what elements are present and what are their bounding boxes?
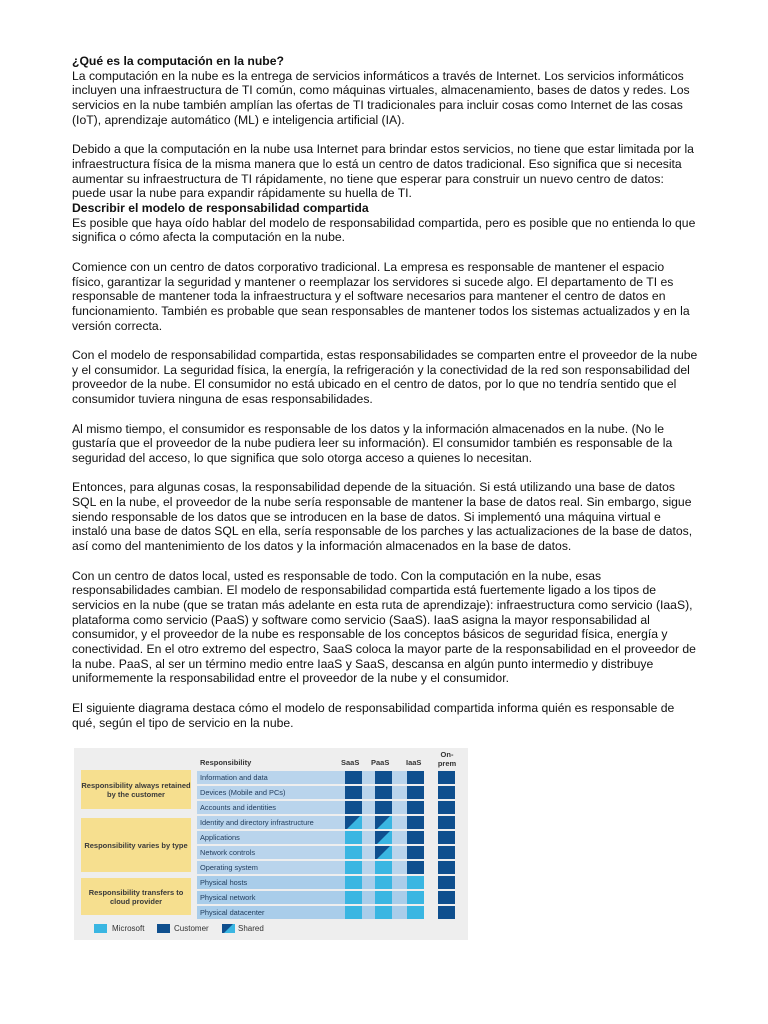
diagram-row-label: Operating system bbox=[197, 861, 411, 874]
diagram-cell-customer bbox=[345, 786, 362, 799]
legend-customer: Customer bbox=[174, 924, 209, 933]
paragraph-2: Debido a que la computación en la nube usa Internet para brindar estos servicios, no tiene que estar limitada por la infraestructura física de la misma manera que lo está un centro de datos tradicional. Eso significa que si necesita aumentar su infraestructura de TI rápidamente, no tiene que esperar para construir un nuevo centro de datos: puede usar la nube para expandir rápidamente su huella de TI. bbox=[72, 142, 694, 201]
group-transfers-provider: Responsibility transfers to cloud provider bbox=[81, 878, 191, 915]
diagram-cell-customer bbox=[438, 891, 455, 904]
diagram-cell-microsoft bbox=[345, 906, 362, 919]
diagram-cell-shared bbox=[375, 816, 392, 829]
diagram-cell-customer bbox=[407, 816, 424, 829]
diagram-cell-customer bbox=[438, 861, 455, 874]
group-always-customer: Responsibility always retained by the customer bbox=[81, 770, 191, 809]
diagram-cell-customer bbox=[407, 861, 424, 874]
paragraph-3: Es posible que haya oído hablar del modelo de responsabilidad compartida, pero es posible que no entienda lo que significa o cómo afecta la computación en la nube. bbox=[72, 215, 696, 245]
diagram-cell-customer bbox=[407, 786, 424, 799]
diagram-row-label: Devices (Mobile and PCs) bbox=[197, 786, 411, 799]
diagram-cell-customer bbox=[438, 906, 455, 919]
heading-shared-responsibility: Describir el modelo de responsabilidad compartida bbox=[72, 201, 369, 216]
diagram-cell-microsoft bbox=[407, 891, 424, 904]
diagram-header-responsibility: Responsibility bbox=[200, 758, 252, 767]
diagram-cell-customer bbox=[438, 771, 455, 784]
diagram-cell-customer bbox=[345, 771, 362, 784]
diagram-cell-shared bbox=[375, 831, 392, 844]
diagram-row-label: Physical hosts bbox=[197, 876, 411, 889]
diagram-cell-microsoft bbox=[345, 891, 362, 904]
diagram-row-label: Accounts and identities bbox=[197, 801, 411, 814]
diagram-col-iaas: IaaS bbox=[406, 758, 422, 767]
diagram-col-paas: PaaS bbox=[371, 758, 390, 767]
diagram-cell-customer bbox=[438, 846, 455, 859]
diagram-cell-microsoft bbox=[345, 846, 362, 859]
diagram-row-label: Information and data bbox=[197, 771, 411, 784]
diagram-row-label: Applications bbox=[197, 831, 411, 844]
diagram-cell-customer bbox=[438, 801, 455, 814]
diagram-row-label: Physical datacenter bbox=[197, 906, 411, 919]
diagram-cell-customer bbox=[438, 876, 455, 889]
diagram-cell-customer bbox=[407, 801, 424, 814]
group-varies-by-type: Responsibility varies by type bbox=[81, 818, 191, 872]
legend-customer-swatch bbox=[157, 924, 170, 933]
diagram-row-label: Physical network bbox=[197, 891, 411, 904]
diagram-col-saas: SaaS bbox=[341, 758, 360, 767]
heading-what-is-cloud: ¿Qué es la computación en la nube? bbox=[72, 54, 284, 68]
diagram-cell-microsoft bbox=[407, 876, 424, 889]
diagram-cell-customer bbox=[438, 786, 455, 799]
paragraph-5: Con el modelo de responsabilidad compartida, estas responsabilidades se comparten entre el proveedor de la nube y el consumidor. La seguridad física, la energía, la refrigeración y la conectividad de la red son responsabilidad del proveedor de la nube. El consumidor no está ubicado en el centro de datos, por lo que no tendría sentido que el consumidor tuviera ninguna de esas responsabilidades. bbox=[72, 348, 698, 407]
paragraph-1: La computación en la nube es la entrega de servicios informáticos a través de Internet. Los servicios informáticos incluyen una infraestructura de TI común, como máquinas virtuales, almacenamiento, bases de datos y redes. Los servicios en la nube también amplían las ofertas de TI tradicionales para incluir cosas como Internet de las cosas (IoT), aprendizaje automático (ML) e inteligencia artificial (IA). bbox=[72, 68, 690, 127]
diagram-cell-microsoft bbox=[345, 861, 362, 874]
diagram-cell-microsoft bbox=[375, 906, 392, 919]
paragraph-6: Al mismo tiempo, el consumidor es responsable de los datos y la información almacenados en la nube. (No le gustaría que el proveedor de la nube pudiera leer su información). El consumidor también es responsable de la seguridad del acceso, lo que significa que solo otorga acceso a quienes lo necesitan. bbox=[72, 421, 673, 465]
shared-responsibility-diagram bbox=[74, 748, 468, 940]
diagram-cell-shared bbox=[375, 846, 392, 859]
diagram-cell-microsoft bbox=[375, 861, 392, 874]
paragraph-4: Comience con un centro de datos corporativo tradicional. La empresa es responsable de mantener el espacio físico, garantizar la seguridad y mantener o reemplazar los servidores si sucede algo. El departamento de TI es responsable de mantener toda la infraestructura y el software necesarios para mantener el centro de datos en funcionamiento. También es probable que sean responsables de mantener todos los sistemas actualizados y en la versión correcta. bbox=[72, 259, 690, 333]
diagram-cell-customer bbox=[375, 786, 392, 799]
diagram-cell-customer bbox=[375, 771, 392, 784]
diagram-row-label: Network controls bbox=[197, 846, 411, 859]
diagram-cell-microsoft bbox=[375, 876, 392, 889]
legend-shared-swatch bbox=[222, 924, 235, 933]
document-body bbox=[72, 54, 698, 745]
legend-shared: Shared bbox=[238, 924, 264, 933]
diagram-cell-customer bbox=[407, 771, 424, 784]
diagram-cell-customer bbox=[407, 846, 424, 859]
diagram-cell-microsoft bbox=[407, 906, 424, 919]
diagram-cell-customer bbox=[345, 801, 362, 814]
paragraph-7: Entonces, para algunas cosas, la responsabilidad depende de la situación. Si está utilizando una base de datos SQL en la nube, el proveedor de la nube sería responsable de mantener la base de datos real. Sin embargo, sigue siendo responsable de los datos que se introducen en la base de datos. Si implementó una máquina virtual e instaló una base de datos SQL en ella, sería responsable de los parches y las actualizaciones de la base de datos, así como del mantenimiento de los datos y la información almacenados en la base de datos. bbox=[72, 480, 693, 554]
diagram-cell-customer bbox=[438, 831, 455, 844]
diagram-cell-microsoft bbox=[345, 831, 362, 844]
diagram-cell-microsoft bbox=[375, 891, 392, 904]
diagram-cell-shared bbox=[345, 816, 362, 829]
diagram-cell-microsoft bbox=[345, 876, 362, 889]
diagram-cell-customer bbox=[375, 801, 392, 814]
paragraph-9: El siguiente diagrama destaca cómo el modelo de responsabilidad compartida informa quién es responsable de qué, según el tipo de servicio en la nube. bbox=[72, 700, 675, 730]
diagram-cell-customer bbox=[407, 831, 424, 844]
diagram-col-onprem: On-prem bbox=[437, 750, 457, 768]
legend-microsoft: Microsoft bbox=[112, 924, 145, 933]
diagram-row-label: Identity and directory infrastructure bbox=[197, 816, 411, 829]
paragraph-8: Con un centro de datos local, usted es responsable de todo. Con la computación en la nube, esas responsabilidades cambian. El modelo de responsabilidad compartida está fuertemente ligado a los tipos de servicios en la nube (que se tratan más adelante en esta ruta de aprendizaje): infraestructura como servicio (IaaS), plataforma como servicio (PaaS) y software como servicio (SaaS). IaaS asigna la mayor responsabilidad al consumidor, y el proveedor de la nube es responsable de los conceptos básicos de seguridad física, energía y conectividad. En el otro extremo del espectro, SaaS coloca la mayor parte de la responsabilidad en el proveedor de la nube. PaaS, al ser un término medio entre IaaS y SaaS, descansa en algún punto intermedio y distribuye uniformemente la responsabilidad entre el proveedor de la nube y el consumidor. bbox=[72, 568, 696, 686]
diagram-cell-customer bbox=[438, 816, 455, 829]
legend-microsoft-swatch bbox=[94, 924, 107, 933]
